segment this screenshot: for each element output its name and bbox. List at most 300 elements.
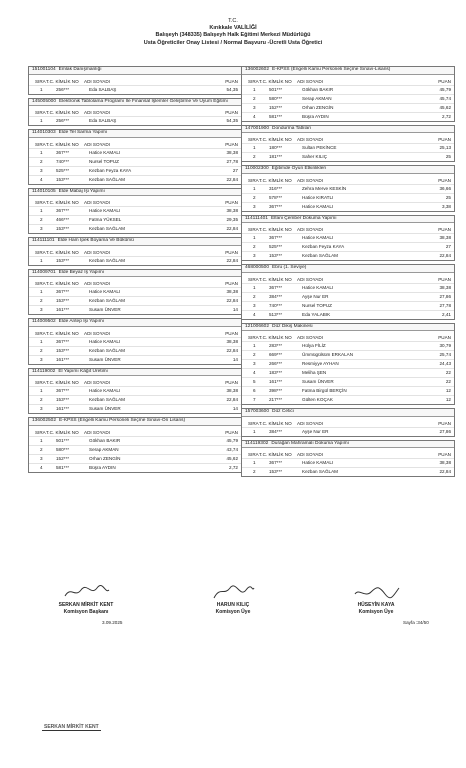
row-puan: 22,84 bbox=[226, 226, 238, 231]
header-puan: PUAN bbox=[438, 227, 451, 232]
row-puan: 24,43 bbox=[439, 361, 451, 366]
course-title-bar bbox=[29, 238, 241, 246]
table-row bbox=[29, 337, 241, 346]
course-code: 114010303 bbox=[32, 130, 56, 135]
row-sira: 4 bbox=[253, 370, 256, 375]
row-tc: 153*** bbox=[56, 397, 70, 402]
row-puan: 45,79 bbox=[226, 437, 238, 443]
row-sira: 4 bbox=[253, 311, 256, 317]
course-code: 114111401 bbox=[245, 215, 268, 221]
course-title: Durağan Mahramalı Dokuma Yapımı bbox=[271, 440, 349, 446]
row-sira: 1 bbox=[40, 437, 43, 443]
row-puan: 27,86 bbox=[439, 293, 451, 299]
signature-scribble bbox=[351, 584, 401, 600]
course-code: 136002502 bbox=[32, 418, 57, 423]
course-block bbox=[28, 129, 242, 185]
row-tc: 525*** bbox=[56, 167, 70, 173]
row-puan: 14 bbox=[232, 356, 238, 362]
row-puan: 22,84 bbox=[439, 253, 451, 258]
row-tc: 466*** bbox=[56, 217, 70, 222]
row-sira: 2 bbox=[40, 397, 43, 402]
table-row bbox=[242, 242, 454, 251]
header-name: ADI SOYADI bbox=[297, 452, 323, 457]
row-puan: 12 bbox=[445, 388, 451, 393]
signature-left bbox=[46, 584, 126, 616]
header-tc: T.C. KİMLİK NO bbox=[259, 227, 292, 232]
row-puan: 27 bbox=[445, 244, 451, 249]
row-tc: 740*** bbox=[269, 302, 283, 308]
row-sira: 3 bbox=[253, 361, 256, 366]
table-row bbox=[29, 215, 241, 224]
table-row bbox=[29, 224, 241, 233]
course-title: Düz Dikiş Makinesi bbox=[272, 323, 313, 329]
header-sira: SIRA bbox=[35, 330, 46, 336]
row-puan: 27,78 bbox=[439, 302, 451, 308]
header-sira: SIRA bbox=[248, 227, 259, 232]
table-row bbox=[242, 395, 454, 404]
row-sira: 2 bbox=[253, 469, 256, 474]
row-tc: 217*** bbox=[269, 397, 283, 402]
table-row bbox=[29, 386, 241, 395]
course-title: Düz Cetici bbox=[272, 409, 294, 414]
row-name: Kezban SAĞLAM bbox=[89, 257, 126, 263]
row-puan: 25 bbox=[445, 194, 451, 200]
course-title-bar bbox=[29, 189, 241, 197]
header-puan: PUAN bbox=[438, 137, 451, 142]
row-tc: 367*** bbox=[269, 203, 283, 209]
header-puan: PUAN bbox=[438, 420, 451, 426]
row-puan: 45,79 bbox=[439, 86, 451, 92]
row-puan: 22,84 bbox=[226, 257, 238, 263]
row-tc: 256*** bbox=[56, 86, 70, 92]
row-tc: 153*** bbox=[56, 257, 70, 263]
row-name: Kezban Feyza KAYA bbox=[302, 244, 345, 249]
table-row bbox=[29, 148, 241, 157]
row-tc: 580*** bbox=[56, 446, 70, 452]
row-name: Fatma Birgül BERÇİN bbox=[302, 388, 347, 393]
table-row bbox=[29, 256, 241, 265]
signature-scribble bbox=[208, 584, 258, 600]
row-sira: 2 bbox=[253, 95, 256, 101]
header-sira: SIRA bbox=[35, 141, 46, 147]
row-tc: 578*** bbox=[269, 194, 283, 200]
table-row bbox=[29, 116, 241, 125]
course-block bbox=[241, 215, 455, 262]
row-puan: 22,84 bbox=[439, 469, 451, 474]
row-sira: 2 bbox=[253, 352, 256, 357]
signature-scribble bbox=[61, 584, 111, 600]
row-name: Eda SALBAŞ bbox=[89, 118, 117, 123]
row-sira: 2 bbox=[40, 446, 43, 452]
header-puan: PUAN bbox=[225, 380, 238, 385]
row-puan: 22 bbox=[445, 379, 451, 384]
row-tc: 501*** bbox=[56, 437, 70, 443]
table-row bbox=[29, 404, 241, 413]
header-name: ADI SOYADI bbox=[84, 281, 110, 286]
row-puan: 38,38 bbox=[226, 208, 238, 213]
course-title-bar bbox=[242, 324, 454, 332]
column-header bbox=[242, 133, 454, 143]
row-tc: 367*** bbox=[269, 460, 283, 465]
course-title: Elde Tel Sarma Yapımı bbox=[58, 130, 108, 135]
row-name: Nursel TOPUZ bbox=[302, 302, 332, 308]
header-institution: Balışeyh (348335) Balışeyh Halk Eğitimi Merkezi Müdürlüğü bbox=[155, 32, 311, 38]
row-sira: 3 bbox=[253, 203, 256, 209]
row-sira: 1 bbox=[253, 185, 256, 191]
row-puan: 36,66 bbox=[439, 185, 451, 191]
row-puan: 45,74 bbox=[439, 95, 451, 101]
header-tc: T.C. KİMLİK NO bbox=[46, 380, 79, 385]
header-name: ADI SOYADI bbox=[84, 249, 110, 255]
header-sira: SIRA bbox=[35, 78, 46, 84]
row-puan: 27 bbox=[232, 167, 238, 173]
course-code: 110002300 bbox=[245, 166, 269, 171]
table-row bbox=[242, 152, 454, 161]
page-number: Sayfa :34/50 bbox=[403, 620, 429, 625]
course-title: Elektronik Tablolama Programı İle Finansal İşlemler Geliştirme Ve Uyum Eğitimi bbox=[59, 98, 228, 104]
column-header bbox=[29, 327, 241, 337]
course-code: 136002602 bbox=[245, 67, 270, 72]
course-title-bar bbox=[242, 216, 454, 224]
header-sira: SIRA bbox=[35, 200, 46, 205]
course-code: 121006602 bbox=[245, 323, 270, 329]
table-row bbox=[242, 251, 454, 260]
row-puan: 38,38 bbox=[226, 289, 238, 294]
row-sira: 2 bbox=[40, 347, 43, 353]
header-sira: SIRA bbox=[248, 177, 259, 183]
header-sira: SIRA bbox=[248, 276, 259, 282]
header-name: ADI SOYADI bbox=[297, 420, 323, 426]
row-name: Susam ÜNVER bbox=[89, 307, 121, 312]
row-sira: 1 bbox=[253, 145, 256, 150]
course-block bbox=[28, 269, 242, 316]
row-name: Gülten KOÇAK bbox=[302, 397, 333, 402]
row-tc: 398*** bbox=[269, 388, 283, 393]
row-tc: 316*** bbox=[269, 185, 283, 191]
course-code: 151001104 bbox=[32, 67, 56, 72]
table-row bbox=[29, 463, 241, 472]
row-tc: 669*** bbox=[269, 352, 283, 357]
row-name: Kezban SAĞLAM bbox=[89, 176, 126, 182]
table-row bbox=[242, 458, 454, 467]
header-puan: PUAN bbox=[438, 335, 451, 340]
course-title-bar bbox=[242, 67, 454, 75]
row-sira: 1 bbox=[253, 284, 256, 290]
row-sira: 1 bbox=[40, 257, 43, 263]
row-name: Gökhan BAKIR bbox=[89, 437, 121, 443]
row-sira: 3 bbox=[40, 167, 43, 173]
row-name: Eda YALABIK bbox=[302, 311, 331, 317]
row-puan: 30,79 bbox=[439, 343, 451, 348]
row-tc: 161*** bbox=[56, 356, 70, 362]
header-sira: SIRA bbox=[248, 78, 259, 84]
row-name: Hülya FİLİZ bbox=[302, 343, 326, 348]
column-header bbox=[29, 246, 241, 256]
course-block bbox=[28, 417, 242, 473]
row-sira: 7 bbox=[253, 397, 256, 402]
column-header bbox=[242, 331, 454, 341]
table-row bbox=[242, 202, 454, 211]
row-puan: 54,35 bbox=[226, 118, 238, 123]
course-block bbox=[241, 264, 455, 320]
course-block bbox=[28, 318, 242, 365]
row-puan: 29,35 bbox=[226, 217, 238, 222]
row-tc: 580*** bbox=[269, 95, 283, 101]
row-sira: 3 bbox=[40, 226, 43, 231]
row-name: Büşra AYDIN bbox=[89, 464, 116, 470]
row-puan: 38,38 bbox=[439, 460, 451, 465]
row-tc: 152*** bbox=[269, 104, 283, 110]
header-tc: T.C. KİMLİK NO bbox=[259, 137, 292, 142]
row-name: Meliha ŞEN bbox=[302, 370, 327, 375]
header-name: ADI SOYADI bbox=[84, 200, 110, 205]
row-tc: 513*** bbox=[269, 311, 283, 317]
course-title: Elde Mabaj İşi Yapımı bbox=[58, 188, 105, 194]
row-puan: 14 bbox=[232, 406, 238, 411]
column-header bbox=[242, 75, 454, 85]
row-sira: 1 bbox=[253, 235, 256, 240]
course-title: Dondurma Tatlıları bbox=[272, 125, 312, 131]
column-header bbox=[242, 174, 454, 184]
row-sira: 5 bbox=[253, 379, 256, 384]
table-row bbox=[242, 310, 454, 319]
row-name: Ayşe Nur ER bbox=[302, 428, 329, 434]
table-row bbox=[242, 103, 454, 112]
table-row bbox=[242, 292, 454, 301]
table-row bbox=[242, 193, 454, 202]
row-sira: 4 bbox=[40, 464, 43, 470]
course-code: 114009502 bbox=[32, 319, 56, 324]
right-signer-role: Komisyon Üye bbox=[358, 609, 394, 615]
row-tc: 367*** bbox=[56, 289, 70, 294]
header-name: ADI SOYADI bbox=[297, 177, 323, 183]
header-tc: T.C. KİMLİK NO bbox=[259, 420, 292, 426]
course-title: Ebru (1. Seviye) bbox=[272, 265, 307, 270]
course-code: 114009701 bbox=[32, 269, 56, 275]
signature-middle bbox=[193, 584, 273, 616]
row-sira: 3 bbox=[253, 253, 256, 258]
header-sira: SIRA bbox=[248, 420, 259, 426]
course-title-bar bbox=[29, 130, 241, 138]
header-tc: T.C. KİMLİK NO bbox=[46, 141, 79, 147]
table-row bbox=[242, 283, 454, 292]
row-puan: 45,62 bbox=[439, 104, 451, 110]
header-name: ADI SOYADI bbox=[297, 78, 323, 84]
header-sira: SIRA bbox=[35, 110, 46, 115]
table-row bbox=[242, 85, 454, 94]
row-name: Kezban SAĞLAM bbox=[89, 226, 126, 231]
column-header bbox=[29, 277, 241, 287]
row-name: Susam ÜNVER bbox=[89, 356, 121, 362]
row-sira: 2 bbox=[253, 293, 256, 299]
row-name: Sultan PEKİNCE bbox=[302, 145, 337, 150]
row-name: Hatice KAMALI bbox=[89, 338, 121, 344]
course-title: Emlak Danışmanlığı bbox=[58, 67, 102, 72]
row-sira: 6 bbox=[253, 388, 256, 393]
row-sira: 3 bbox=[40, 406, 43, 411]
table-row bbox=[29, 445, 241, 454]
course-code: 114111101 bbox=[32, 238, 55, 243]
row-tc: 153*** bbox=[56, 226, 70, 231]
row-puan: 22,84 bbox=[226, 176, 238, 182]
row-puan: 22 bbox=[445, 370, 451, 375]
table-row bbox=[242, 301, 454, 310]
header-name: ADI SOYADI bbox=[297, 227, 323, 232]
row-tc: 367*** bbox=[269, 284, 283, 290]
course-title: Eğitimde Oyun Etkinlikleri bbox=[271, 166, 327, 171]
row-name: Gökhan BAKIR bbox=[302, 86, 334, 92]
row-sira: 1 bbox=[40, 149, 43, 155]
row-name: Kezban SAĞLAM bbox=[89, 347, 126, 353]
row-sira: 3 bbox=[40, 307, 43, 312]
column-header bbox=[29, 376, 241, 386]
table-row bbox=[242, 143, 454, 152]
row-name: Zehra Merve KESKİN bbox=[302, 185, 347, 191]
row-name: Resmiyye AYHAN bbox=[302, 361, 339, 366]
row-tc: 581*** bbox=[56, 464, 70, 470]
row-name: Ayşe Nur ER bbox=[302, 293, 329, 299]
column-header bbox=[29, 138, 241, 148]
header-tc: T.C. KİMLİK NO bbox=[259, 276, 292, 282]
table-row bbox=[242, 341, 454, 350]
row-sira: 2 bbox=[40, 217, 43, 222]
row-puan: 38,38 bbox=[226, 388, 238, 393]
row-tc: 183*** bbox=[269, 370, 283, 375]
row-name: Nursel TOPUZ bbox=[89, 158, 119, 164]
column-header bbox=[242, 223, 454, 233]
left-signer-name: SERKAN MİRKİT KENT bbox=[58, 602, 114, 608]
header-name: ADI SOYADI bbox=[84, 78, 110, 84]
course-code: 114010105 bbox=[32, 188, 56, 194]
row-sira: 2 bbox=[40, 158, 43, 164]
row-name: Kezban Feyza KAYA bbox=[89, 167, 132, 173]
row-tc: 740*** bbox=[56, 158, 70, 164]
row-sira: 3 bbox=[40, 356, 43, 362]
header-puan: PUAN bbox=[438, 177, 451, 183]
row-sira: 3 bbox=[253, 302, 256, 308]
header-name: ADI SOYADI bbox=[84, 330, 110, 336]
row-puan: 38,38 bbox=[226, 338, 238, 344]
course-block bbox=[241, 408, 455, 437]
row-tc: 153*** bbox=[269, 253, 283, 258]
header-list-title: Usta Öğreticiler Onay Listesi / Normal Başvuru -Ücretli Usta Öğretici bbox=[143, 40, 323, 46]
table-row bbox=[29, 454, 241, 463]
table-row bbox=[242, 427, 454, 436]
row-tc: 256*** bbox=[56, 118, 70, 123]
column-header bbox=[242, 417, 454, 427]
table-row bbox=[242, 467, 454, 476]
document-date: 3.09.2025 bbox=[102, 620, 123, 625]
row-name: Hatice KAMALI bbox=[302, 235, 334, 240]
header-tc: T.C. KİMLİK NO bbox=[46, 78, 79, 84]
header-name: ADI SOYADI bbox=[297, 276, 323, 282]
left-signer-role: Komisyon Başkanı bbox=[63, 609, 109, 615]
header-sira: SIRA bbox=[35, 281, 46, 286]
left-column bbox=[28, 66, 242, 476]
table-row bbox=[242, 350, 454, 359]
row-name: Kezban SAĞLAM bbox=[302, 469, 339, 474]
table-row bbox=[29, 157, 241, 166]
row-sira: 1 bbox=[253, 428, 256, 434]
row-sira: 1 bbox=[40, 118, 43, 123]
row-tc: 367*** bbox=[269, 235, 283, 240]
column-header bbox=[242, 448, 454, 458]
row-tc: 153*** bbox=[56, 176, 70, 182]
row-puan: 54,35 bbox=[226, 86, 238, 92]
table-row bbox=[29, 395, 241, 404]
row-puan: 25,74 bbox=[439, 352, 451, 357]
row-puan: 2,41 bbox=[442, 311, 451, 317]
row-puan: 14 bbox=[232, 307, 238, 312]
header-tc: T.C. KİMLİK NO bbox=[259, 335, 292, 340]
row-tc: 161*** bbox=[56, 406, 70, 411]
row-name: Serap AKMAN bbox=[89, 446, 119, 452]
table-row bbox=[29, 166, 241, 175]
row-puan: 38,38 bbox=[439, 284, 451, 290]
course-code: 114119002 bbox=[32, 368, 56, 374]
row-puan: 38,38 bbox=[439, 235, 451, 240]
row-sira: 1 bbox=[40, 208, 43, 213]
row-tc: 367*** bbox=[56, 208, 70, 213]
row-name: Orhan ZENGİN bbox=[89, 455, 121, 461]
row-sira: 1 bbox=[253, 86, 256, 92]
course-code: 147001900 bbox=[245, 125, 270, 131]
course-title: E-KPSS (Engelli Kamu Personeli Seçme Sınavı-Ön Lisans) bbox=[59, 418, 186, 423]
header-puan: PUAN bbox=[438, 78, 451, 84]
table-row bbox=[29, 296, 241, 305]
course-block bbox=[241, 66, 455, 122]
table-row bbox=[29, 85, 241, 94]
table-row bbox=[242, 112, 454, 121]
row-puan: 25 bbox=[445, 154, 451, 159]
course-block bbox=[241, 323, 455, 406]
table-row bbox=[29, 287, 241, 296]
row-tc: 501*** bbox=[269, 86, 283, 92]
scan-footer-name: SERKAN MİRKİT KENT bbox=[44, 724, 99, 730]
course-title-bar bbox=[242, 166, 454, 174]
row-tc: 367*** bbox=[56, 338, 70, 344]
course-title: Elde Antep İşi Yapımı bbox=[58, 319, 105, 324]
row-tc: 525*** bbox=[269, 244, 283, 249]
row-sira: 4 bbox=[253, 113, 256, 119]
header-name: ADI SOYADI bbox=[84, 141, 110, 147]
header-name: ADI SOYADI bbox=[84, 110, 110, 115]
header-sira: SIRA bbox=[248, 335, 259, 340]
row-tc: 153*** bbox=[269, 469, 283, 474]
course-block bbox=[28, 368, 242, 415]
row-name: Saher KILIÇ bbox=[302, 154, 328, 159]
row-puan: 22,84 bbox=[226, 397, 238, 402]
course-block bbox=[28, 188, 242, 235]
row-name: Susam ÜNVER bbox=[302, 379, 334, 384]
row-name: Kezban SAĞLAM bbox=[89, 397, 126, 402]
header-puan: PUAN bbox=[225, 429, 238, 435]
row-name: Hatice KAMALI bbox=[302, 203, 334, 209]
header-tc: T.C. KİMLİK NO bbox=[46, 110, 79, 115]
row-puan: 25,13 bbox=[439, 145, 451, 150]
row-sira: 1 bbox=[253, 460, 256, 465]
row-puan: 43,74 bbox=[226, 446, 238, 452]
header-name: ADI SOYADI bbox=[297, 335, 323, 340]
row-sira: 1 bbox=[40, 289, 43, 294]
row-name: Hatice KAMALI bbox=[302, 460, 334, 465]
row-puan: 22,84 bbox=[226, 298, 238, 303]
header-tc: T.C. KİMLİK NO bbox=[259, 452, 292, 457]
course-code: 145005000 bbox=[32, 98, 57, 104]
row-name: Hatice KAMALI bbox=[89, 208, 121, 213]
row-name: Büşra AYDIN bbox=[302, 113, 329, 119]
right-column bbox=[241, 66, 455, 480]
